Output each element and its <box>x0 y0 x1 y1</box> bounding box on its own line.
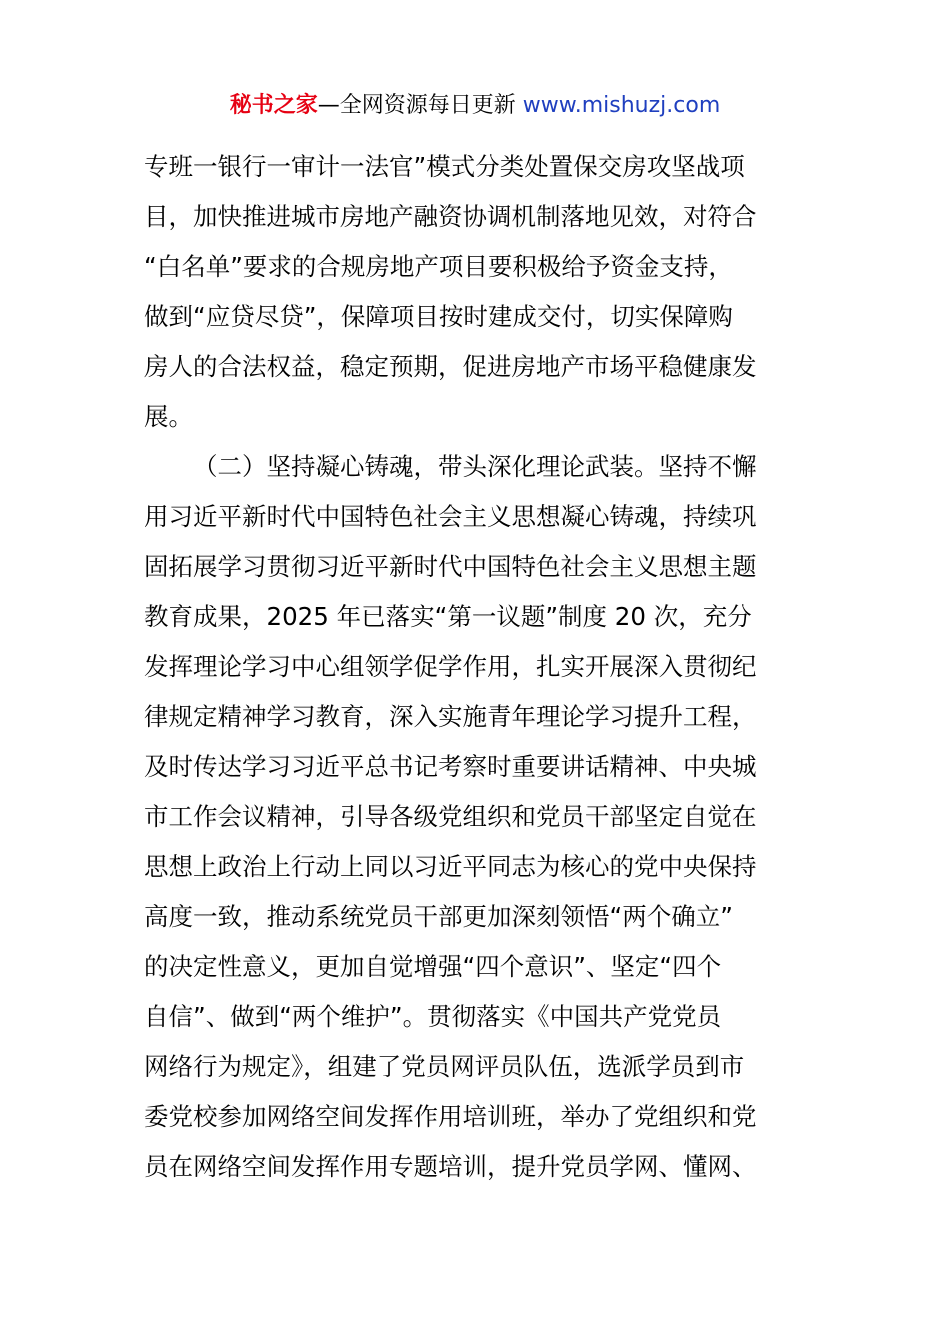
text-line: 专班一银行一审计一法官”模式分类处置保交房攻坚战项 <box>144 152 745 181</box>
site-tagline: —全网资源每日更新 <box>317 93 523 118</box>
text-line: 自信”、做到“两个维护”。贯彻落实《中国共产党党员 <box>144 1002 722 1031</box>
text-line: 教育成果，2025 年已落实“第一议题”制度 20 次，充分 <box>144 602 752 631</box>
text-line: 用习近平新时代中国特色社会主义思想凝心铸魂，持续巩 <box>144 502 757 531</box>
text-line: 市工作会议精神，引导各级党组织和党员干部坚定自觉在 <box>144 802 757 831</box>
text-line: 网络行为规定》，组建了党员网评员队伍，选派学员到市 <box>144 1052 745 1081</box>
text-line: 房人的合法权益，稳定预期，促进房地产市场平稳健康发 <box>144 352 757 381</box>
text-line: 目，加快推进城市房地产融资协调机制落地见效，对符合 <box>144 202 757 231</box>
page-header <box>0 88 950 124</box>
site-brand: 秘书之家 <box>229 93 318 118</box>
text-line: 及时传达学习习近平总书记考察时重要讲话精神、中央城 <box>144 752 757 781</box>
text-line: “白名单”要求的合规房地产项目要积极给予资金支持， <box>144 252 733 281</box>
text-line: 员在网络空间发挥作用专题培训，提升党员学网、懂网、 <box>144 1152 757 1181</box>
text-line: 的决定性意义，更加自觉增强“四个意识”、坚定“四个 <box>144 952 722 981</box>
text-line: 思想上政治上行动上同以习近平同志为核心的党中央保持 <box>144 852 757 881</box>
text-line: 高度一致，推动系统党员干部更加深刻领悟“两个确立” <box>144 902 733 931</box>
text-line: 展。 <box>144 402 193 431</box>
text-line: 发挥理论学习中心组领学促学作用，扎实开展深入贯彻纪 <box>144 652 757 681</box>
text-line: 做到“应贷尽贷”，保障项目按时建成交付，切实保障购 <box>144 302 733 331</box>
document-body <box>144 142 806 1192</box>
section-heading-line: （二）坚持凝心铸魂，带头深化理论武装。坚持不懈 <box>193 452 757 481</box>
text-line: 委党校参加网络空间发挥作用培训班，举办了党组织和党 <box>144 1102 757 1131</box>
text-line: 固拓展学习贯彻习近平新时代中国特色社会主义思想主题 <box>144 552 757 581</box>
site-url: www.mishuzj.com <box>522 93 721 118</box>
text-line: 律规定精神学习教育，深入实施青年理论学习提升工程， <box>144 702 757 731</box>
